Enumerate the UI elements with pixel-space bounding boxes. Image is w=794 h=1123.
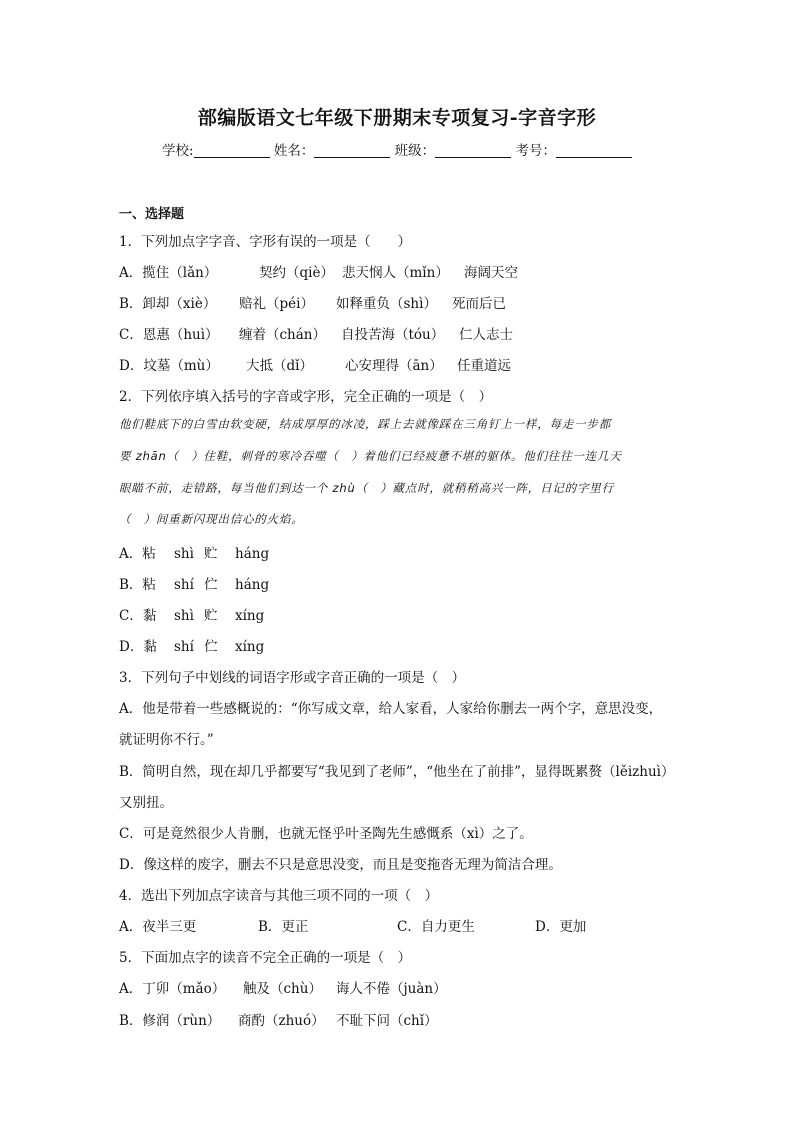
q3-option-a-line-1: A．他是带着一些感概说的：“你写成文章，给人家看，人家给你删去一两个字，意思没变， (119, 701, 663, 717)
q5b-item-3: 不耻下问（chǐ） (336, 1013, 438, 1029)
q5-option-a (119, 977, 447, 997)
q2-option-b (119, 573, 269, 593)
q3-option-d: D．像这样的废字，删去不只是意思没变，而且是变拖沓无理为简洁合理。 (119, 857, 562, 873)
q2c-3: 贮 (204, 608, 218, 624)
q2a-1: A．粘 (119, 546, 156, 562)
q4-option-c: C．自力更生 (397, 919, 475, 935)
page-title: 部编版语文七年级下册期末专项复习-字音字形 (197, 107, 597, 129)
q1b-item-4: 死而后已 (452, 296, 506, 312)
q2d-1: D．黏 (119, 639, 157, 655)
q1a-item-3: 悲天悯人（mǐn） (342, 265, 449, 281)
school-label: 学校: (162, 143, 194, 159)
exam-no-blank[interactable] (556, 143, 632, 158)
q1b-item-1: B．卸却（xiè） (119, 296, 217, 312)
q5a-item-1: A．丁卯（mǎo） (119, 981, 226, 997)
q3-option-b-line-2: 又别扭。 (119, 795, 173, 811)
q1b-item-3: 如释重负（shì） (336, 296, 437, 312)
q1a-item-4: 海阔天空 (464, 265, 518, 281)
q3-option-b-line-1: B．简明自然，现在却几乎都要写“我见到了老师”，“他坐在了前排”，显得既累赘（lěizhuì） (119, 764, 675, 780)
q1c-item-1: C．恩惠（huì） (119, 327, 219, 343)
q3-stem: 3．下列句子中划线的词语字形或字音正确的一项是（ ） (119, 670, 466, 686)
q2d-3: 伫 (204, 639, 218, 655)
q1-option-a (119, 261, 518, 281)
q1-stem: 1．下列加点字字音、字形有误的一项是（ ） (119, 234, 412, 250)
q4-stem: 4．选出下列加点字读音与其他三项不同的一项（ ） (119, 888, 439, 904)
q5a-item-3: 诲人不倦（juàn） (336, 981, 447, 997)
q2d-4: xíng (235, 639, 265, 655)
q2-passage-line-1: 他们鞋底下的白雪由软变硬，结成厚厚的冰凌，踩上去就像踩在三角钉上一样，每走一步都 (119, 417, 611, 431)
q2a-2: shì (174, 546, 194, 562)
q2-option-d (119, 635, 264, 655)
q1-option-c (119, 323, 513, 343)
q5b-item-1: B．修润（rùn） (119, 1013, 221, 1029)
q2c-1: C．黏 (119, 608, 157, 624)
q2-passage-line-4: （ ）间重新闪现出信心的火焰。 (119, 512, 304, 526)
q5-option-b (119, 1009, 438, 1029)
q1d-item-3: 心安理得（ān） (345, 358, 443, 374)
q4-options (119, 915, 586, 935)
class-blank[interactable] (435, 143, 511, 158)
q1b-item-2: 赔礼（péi） (239, 296, 314, 312)
q1d-item-4: 任重道远 (457, 358, 511, 374)
q1-option-d (119, 354, 511, 374)
q5a-item-2: 触及（chù） (243, 981, 322, 997)
q1d-item-2: 大抵（dǐ） (246, 358, 313, 374)
q2a-4: háng (235, 546, 270, 562)
q2d-2: shí (174, 639, 194, 655)
q2-option-c (119, 604, 264, 624)
q2a-3: 贮 (204, 546, 218, 562)
q2c-2: shì (174, 608, 194, 624)
q2b-3: 伫 (204, 577, 218, 593)
q2b-1: B．粘 (119, 577, 156, 593)
exam-no-label: 考号： (515, 143, 556, 159)
q4-option-b: B．更正 (258, 919, 309, 935)
q1a-item-1: A．揽住（lǎn） (119, 265, 218, 281)
school-blank[interactable] (194, 143, 270, 158)
q1c-item-3: 自投苦海（tóu） (341, 327, 445, 343)
q1d-item-1: D．坟墓（mù） (119, 358, 219, 374)
section-heading: 一、选择题 (119, 207, 185, 222)
q3-option-a-line-2: 就证明你不行。” (119, 732, 214, 748)
q4-option-a: A．夜半三更 (119, 919, 197, 935)
q2-option-a (119, 542, 269, 562)
name-label: 姓名： (273, 143, 315, 159)
q2-stem: 2．下列依序填入括号的字音或字形，完全正确的一项是（ ） (119, 389, 493, 405)
name-blank[interactable] (314, 143, 390, 158)
class-label: 班级： (394, 143, 436, 159)
q2-passage-line-3: 眼瞄不前，走错路，每当他们到达一个 zhù（ ）藏点时，就稍稍高兴一阵，日记的字里行 (119, 481, 614, 495)
q1c-item-4: 仁人志士 (459, 327, 513, 343)
student-info-line (0, 139, 794, 159)
q5b-item-2: 商酌（zhuó） (238, 1013, 325, 1029)
q1a-item-2: 契约（qiè） (259, 265, 334, 281)
q2b-4: háng (235, 577, 270, 593)
q2c-4: xíng (235, 608, 265, 624)
q5-stem: 5．下面加点字的读音不完全正确的一项是（ ） (119, 950, 412, 966)
q4-option-d: D．更加 (535, 919, 587, 935)
q1-option-b (119, 292, 506, 312)
q3-option-c: C．可是竟然很少人肯删，也就无怪乎叶圣陶先生感慨系（xì）之了。 (119, 826, 533, 842)
q2b-2: shí (174, 577, 194, 593)
q2-passage-line-2: 要 zhān（ ）住鞋，刺骨的寒冷吞噬（ ）着他们已经疲惫不堪的躯体。他们往往一连几天 (119, 449, 622, 463)
q1c-item-2: 缠着（chán） (239, 327, 326, 343)
